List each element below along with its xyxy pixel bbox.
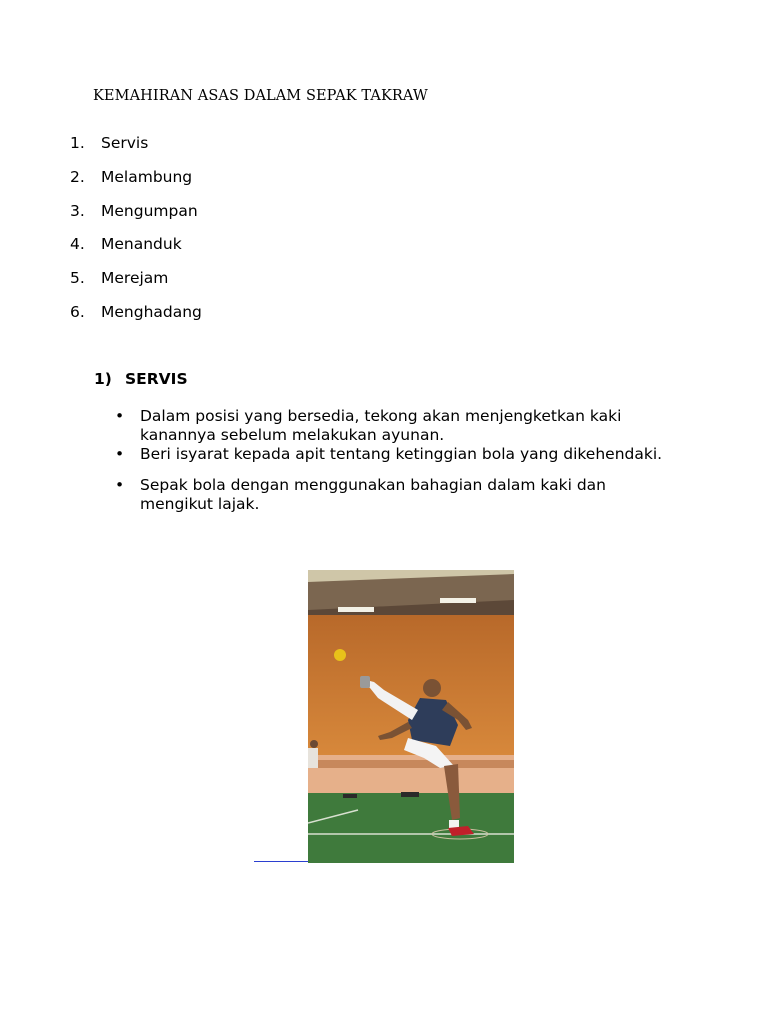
list-item-label: Menghadang <box>101 302 202 321</box>
bullet-icon: • <box>115 445 125 463</box>
section-title <box>94 370 188 388</box>
servis-photo <box>308 570 514 863</box>
list-number: 1. <box>70 134 85 152</box>
bullet-icon: • <box>115 476 125 494</box>
document-heading: KEMAHIRAN ASAS DALAM SEPAK TAKRAW <box>93 88 428 104</box>
bullet-icon: • <box>115 407 125 425</box>
bullet-text: Dalam posisi yang bersedia, tekong akan menjengketkan kaki kanannya sebelum melakukan ayunan. <box>140 407 622 444</box>
list-number: 4. <box>70 235 85 254</box>
list-number: 3. <box>70 201 85 220</box>
list-number: 5. <box>70 269 85 288</box>
list-item-label: Merejam <box>101 269 169 288</box>
list-item-label: Servis <box>101 134 149 152</box>
bullet-point <box>115 445 675 464</box>
section-title-text: SERVIS <box>125 370 188 388</box>
list-number: 6. <box>70 302 85 321</box>
bullet-text: Sepak bola dengan menggunakan bahagian dalam kaki dan mengikut lajak. <box>140 476 606 513</box>
list-item-label: Menanduk <box>101 235 182 254</box>
list-number: 2. <box>70 167 85 186</box>
section-number: 1) <box>94 370 112 388</box>
list-item-label: Melambung <box>101 167 193 186</box>
hyperlink-underline <box>254 861 308 862</box>
servis-points-list <box>115 407 675 514</box>
bullet-point <box>115 476 675 514</box>
bullet-point <box>115 407 675 445</box>
bullet-text: Beri isyarat kepada apit tentang ketinggian bola yang dikehendaki. <box>140 445 663 463</box>
list-item-label: Mengumpan <box>101 201 198 220</box>
